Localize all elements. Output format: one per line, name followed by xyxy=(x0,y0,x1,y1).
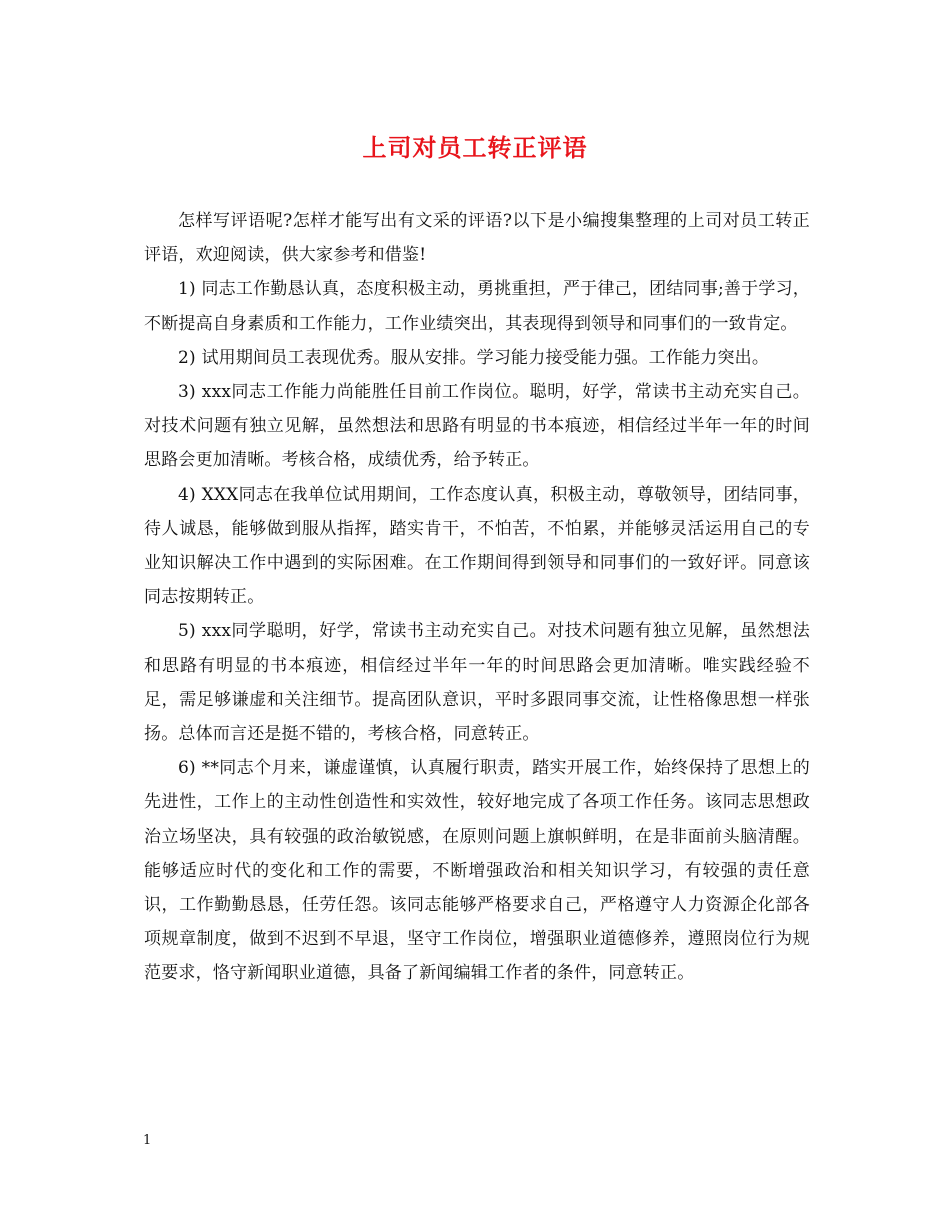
document-title: 上司对员工转正评语 xyxy=(362,133,588,162)
comment-paragraph-3: 3) xxx同志工作能力尚能胜任目前工作岗位。聪明，好学，常读书主动充实自己。对技术问题有独立见解，虽然想法和思路有明显的书本痕迹，相信经过半年一年的时间思路会更加清晰。考核合格，成绩优秀，给予转正。 xyxy=(144,382,810,471)
comment-paragraph-5: 5) xxx同学聪明，好学，常读书主动充实自己。对技术问题有独立见解，虽然想法和思路有明显的书本痕迹，相信经过半年一年的时间思路会更加清晰。唯实践经验不足，需足够谦虚和关注细节。提高团队意识，平时多跟同事交流，让性格像思想一样张扬。总体而言还是挺不错的，考核合格，同意转正。 xyxy=(144,621,810,745)
comment-paragraph-1: 1) 同志工作勤恳认真，态度积极主动，勇挑重担，严于律己，团结同事;善于学习，不断提高自身素质和工作能力，工作业绩突出，其表现得到领导和同事们的一致肯定。 xyxy=(144,279,810,334)
page-number: 1 xyxy=(143,1133,152,1148)
comment-paragraph-2: 2) 试用期间员工表现优秀。服从安排。学习能力接受能力强。工作能力突出。 xyxy=(178,347,770,368)
document-body xyxy=(144,204,810,991)
comment-paragraph-6: 6) **同志个月来，谦虚谨慎，认真履行职责，踏实开展工作，始终保持了思想上的先进性，工作上的主动性创造性和实效性，较好地完成了各项工作任务。该同志思想政治立场坚决，具有较强的政治敏锐感，在原则问题上旗帜鲜明，在是非面前头脑清醒。能够适应时代的变化和工作的需要，不断增强政治和相关知识学习，有较强的责任意识，工作勤勤恳恳，任劳任怨。该同志能够严格要求自己，严格遵守人力资源企化部各项规章制度，做到不迟到不早退，坚守工作岗位，增强职业道德修养，遵照岗位行为规范要求，恪守新闻职业道德，具备了新闻编辑工作者的条件，同意转正。 xyxy=(144,758,810,984)
intro-paragraph: 怎样写评语呢?怎样才能写出有文采的评语?以下是小编搜集整理的上司对员工转正评语，欢迎阅读，供大家参考和借鉴! xyxy=(144,211,810,266)
comment-paragraph-4: 4) XXX同志在我单位试用期间，工作态度认真，积极主动，尊敬领导，团结同事，待人诚恳，能够做到服从指挥，踏实肯干，不怕苦，不怕累，并能够灵活运用自己的专业知识解决工作中遇到的实际困难。在工作期间得到领导和同事们的一致好评。同意该同志按期转正。 xyxy=(144,484,810,608)
